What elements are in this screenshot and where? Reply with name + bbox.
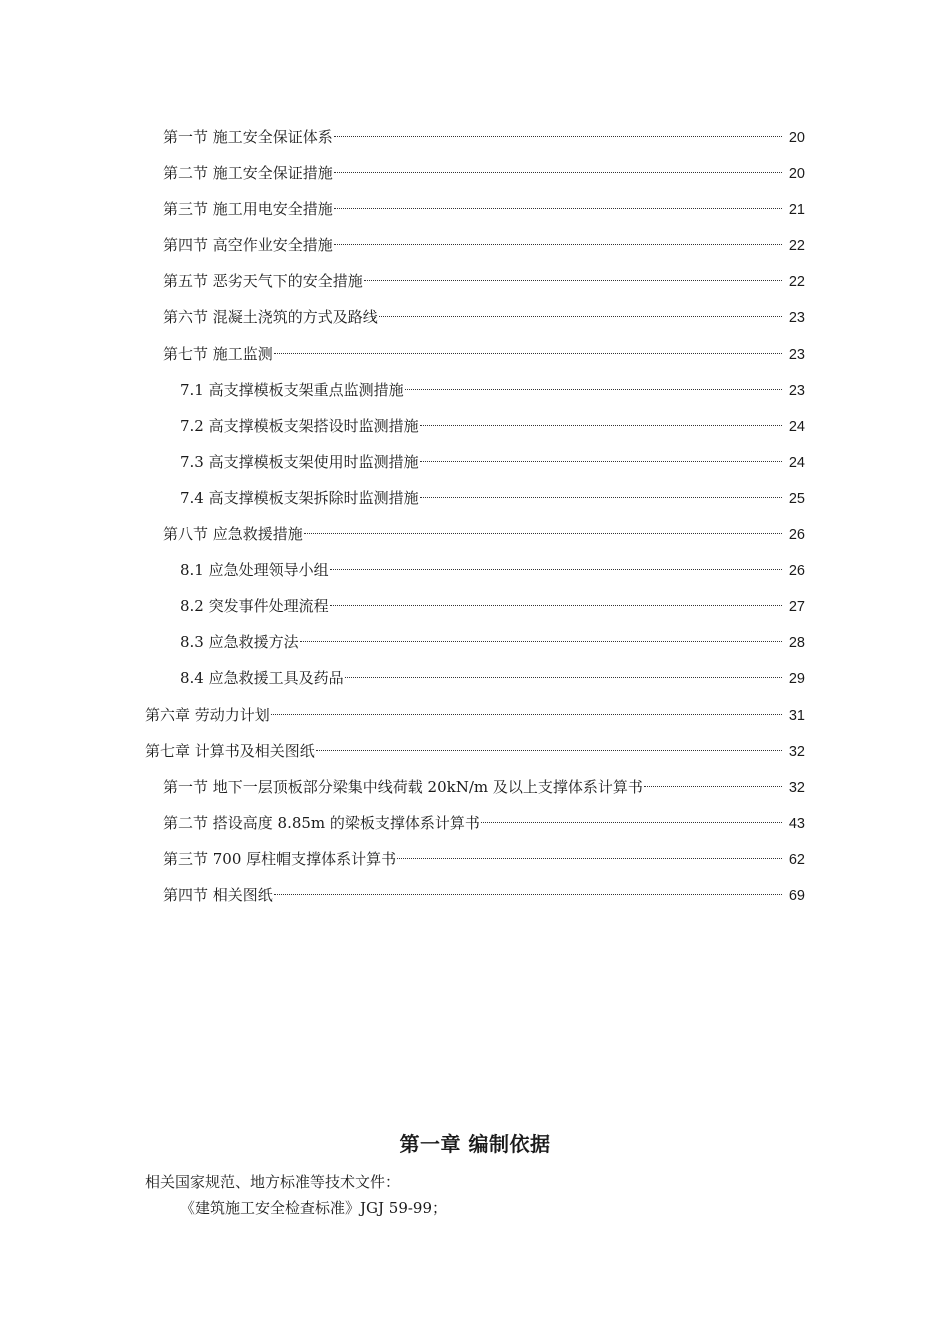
toc-entry[interactable]: [0, 304, 950, 340]
toc-entry[interactable]: [0, 449, 950, 485]
toc-entry[interactable]: [0, 268, 950, 304]
toc-dot-leader: [420, 425, 782, 426]
toc-dot-leader: [420, 461, 782, 462]
toc-entry[interactable]: [0, 810, 950, 846]
toc-entry-page: 43: [788, 815, 805, 832]
toc-dot-leader: [300, 641, 782, 642]
toc-entry-page: 21: [788, 202, 805, 219]
toc-entry-page: 22: [788, 238, 805, 255]
toc-dot-leader: [345, 677, 782, 678]
toc-entry[interactable]: [0, 377, 950, 413]
toc-entry[interactable]: [0, 413, 950, 449]
toc-entry-label: 第二节 施工安全保证措施: [163, 164, 333, 183]
toc-entry[interactable]: [0, 341, 950, 377]
toc-entry-label: 第八节 应急救援措施: [163, 525, 303, 544]
toc-dot-leader: [364, 280, 782, 281]
toc-entry-page: 29: [788, 671, 805, 688]
toc-dot-leader: [644, 786, 782, 787]
toc-entry-label: 7.1 高支撑模板支架重点监测措施: [180, 380, 404, 399]
toc-dot-leader: [397, 858, 782, 859]
toc-entry-page: 26: [788, 563, 805, 580]
toc-entry-label: 8.3 应急救援方法: [180, 633, 299, 652]
toc-entry-label: 第七节 施工监测: [163, 344, 273, 363]
toc-dot-leader: [334, 244, 782, 245]
toc-entry-label: 7.4 高支撑模板支架拆除时监测措施: [180, 488, 419, 507]
toc-entry[interactable]: [0, 521, 950, 557]
toc-entry-label: 8.4 应急救援工具及药品: [180, 669, 344, 688]
toc-entry-label: 第四节 高空作业安全措施: [163, 236, 333, 255]
toc-dot-leader: [316, 750, 782, 751]
table-of-contents: [0, 124, 950, 918]
toc-entry-label: 第三节 施工用电安全措施: [163, 200, 333, 219]
toc-entry-page: 22: [788, 274, 805, 291]
toc-entry-page: 69: [788, 887, 805, 904]
toc-entry-page: 32: [788, 743, 805, 760]
toc-entry-page: 20: [788, 166, 805, 183]
toc-entry-page: 23: [788, 310, 805, 327]
toc-entry[interactable]: [0, 774, 950, 810]
toc-entry[interactable]: [0, 593, 950, 629]
toc-entry[interactable]: [0, 882, 950, 918]
toc-entry-label: 8.1 应急处理领导小组: [180, 561, 329, 580]
toc-dot-leader: [334, 136, 782, 137]
toc-entry-label: 第六节 混凝土浇筑的方式及路线: [163, 308, 378, 327]
toc-entry-label: 第四节 相关图纸: [163, 885, 273, 904]
toc-entry-page: 31: [788, 707, 805, 724]
toc-entry[interactable]: [0, 557, 950, 593]
toc-entry-page: 23: [788, 382, 805, 399]
toc-entry-label: 7.3 高支撑模板支架使用时监测措施: [180, 452, 419, 471]
toc-entry-page: 32: [788, 779, 805, 796]
toc-dot-leader: [304, 533, 782, 534]
toc-entry-page: 23: [788, 346, 805, 363]
toc-dot-leader: [274, 353, 782, 354]
toc-entry-page: 24: [788, 454, 805, 471]
toc-entry[interactable]: [0, 196, 950, 232]
toc-dot-leader: [481, 822, 782, 823]
toc-entry-label: 第三节 700 厚柱帽支撑体系计算书: [163, 849, 397, 868]
toc-entry[interactable]: [0, 738, 950, 774]
toc-dot-leader: [334, 208, 782, 209]
toc-entry[interactable]: [0, 232, 950, 268]
toc-entry-page: 28: [788, 635, 805, 652]
toc-dot-leader: [405, 389, 782, 390]
toc-entry[interactable]: [0, 629, 950, 665]
toc-dot-leader: [379, 316, 782, 317]
toc-dot-leader: [330, 605, 782, 606]
body-paragraph: 《建筑施工安全检查标准》JGJ 59-99；: [180, 1199, 448, 1217]
toc-dot-leader: [330, 569, 782, 570]
toc-entry[interactable]: [0, 485, 950, 521]
toc-entry[interactable]: [0, 160, 950, 196]
toc-entry-label: 第一节 施工安全保证体系: [163, 128, 333, 146]
body-paragraph: 相关国家规范、地方标准等技术文件：: [145, 1173, 401, 1191]
toc-dot-leader: [274, 894, 782, 895]
toc-entry[interactable]: [0, 665, 950, 701]
toc-dot-leader: [271, 714, 782, 715]
toc-entry-label: 第五节 恶劣天气下的安全措施: [163, 272, 363, 291]
toc-entry-page: 27: [788, 599, 805, 616]
toc-entry-page: 25: [788, 490, 805, 507]
toc-entry-page: 62: [788, 851, 805, 868]
toc-dot-leader: [420, 497, 782, 498]
toc-entry-page: 20: [788, 130, 805, 146]
toc-entry-label: 第二节 搭设高度 8.85m 的梁板支撑体系计算书: [163, 813, 480, 832]
toc-entry-label: 第七章 计算书及相关图纸: [145, 741, 315, 760]
toc-entry[interactable]: [0, 702, 950, 738]
toc-entry-page: 26: [788, 527, 805, 544]
toc-dot-leader: [334, 172, 782, 173]
toc-entry[interactable]: [0, 124, 950, 160]
toc-entry-label: 7.2 高支撑模板支架搭设时监测措施: [180, 416, 419, 435]
toc-entry-label: 第六章 劳动力计划: [145, 705, 270, 724]
toc-entry[interactable]: [0, 846, 950, 882]
toc-entry-label: 第一节 地下一层顶板部分梁集中线荷载 20kN/m 及以上支撑体系计算书: [163, 777, 643, 796]
toc-entry-page: 24: [788, 418, 805, 435]
chapter-heading: 第一章 编制依据: [399, 1132, 551, 1156]
toc-entry-label: 8.2 突发事件处理流程: [180, 597, 329, 616]
